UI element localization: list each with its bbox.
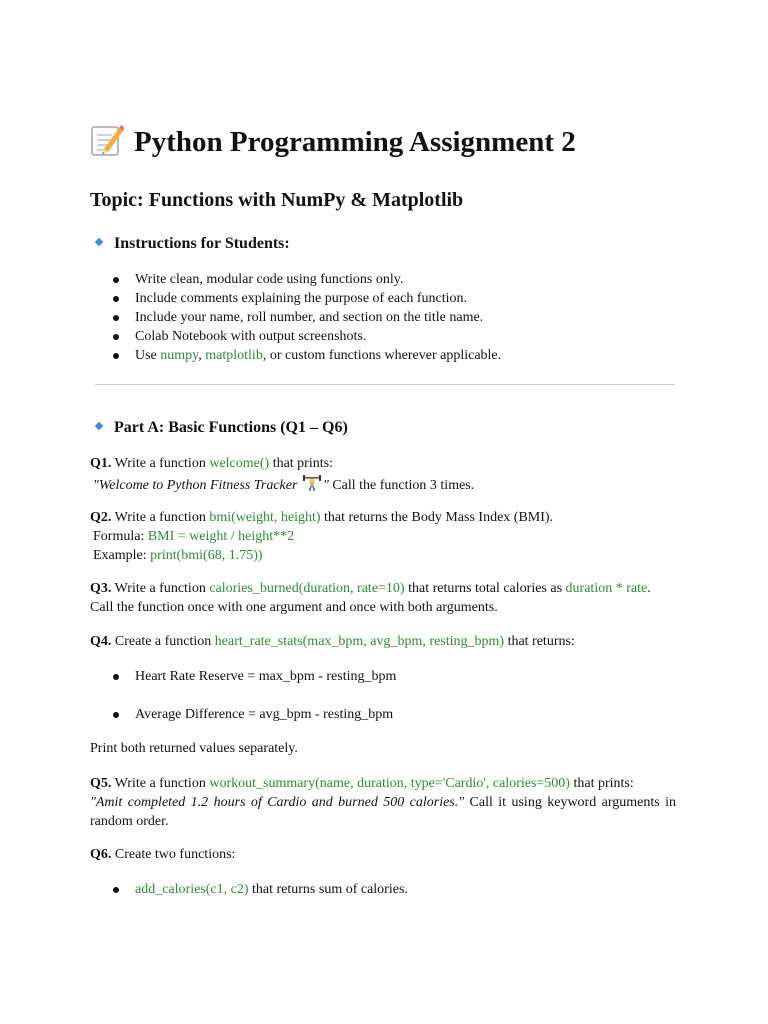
q2-formula-line: Formula: BMI = weight / height**2 [93, 529, 295, 544]
q3-formula-code: duration * rate [565, 581, 648, 596]
page-title [90, 120, 576, 164]
q4-code: heart_rate_stats(max_bpm, avg_bpm, resting_bpm) [214, 634, 505, 649]
part-a-heading: Part A: Basic Functions (Q1 – Q6) [96, 417, 348, 439]
instruction-item: Include comments explaining the purpose of each function. [135, 291, 468, 306]
instruction-item: Include your name, roll number, and section on the title name. [135, 310, 484, 325]
instructions-heading: Instructions for Students: [96, 233, 290, 255]
title-text: Python Programming Assignment 2 [134, 126, 576, 158]
q4-item: Average Difference = avg_bpm - resting_bpm [135, 707, 394, 722]
instruction-item: Write clean, modular code using functions only. [135, 272, 404, 287]
q1-code: welcome() [209, 456, 270, 471]
q2-example-line: Example: print(bmi(68, 1.75)) [93, 548, 263, 563]
q3-line-2: Call the function once with one argument and once with both arguments. [90, 600, 498, 615]
bullet-icon [113, 353, 119, 359]
numpy-code: numpy [160, 348, 199, 363]
q3-line: Q3. Write a function calories_burned(duration, rate=10) that returns total calories as duration * rate. [90, 581, 651, 596]
q1-quote-line: "Welcome to Python Fitness Tracker " Call the function 3 times. [93, 474, 474, 495]
q6-code: add_calories(c1, c2) [135, 882, 249, 897]
q2-formula-code: BMI = weight / height**2 [147, 529, 295, 544]
memo-icon [90, 123, 124, 157]
diamond-bullet-icon [95, 238, 103, 246]
q4-line: Q4. Create a function heart_rate_stats(max_bpm, avg_bpm, resting_bpm) that returns: [90, 634, 575, 649]
q3-code: calories_burned(duration, rate=10) [209, 581, 405, 596]
q1-line: Q1. Write a function welcome() that prints: [90, 456, 333, 471]
q6-line: Q6. Create two functions: [90, 847, 236, 862]
bullet-icon [113, 674, 119, 680]
q5-line: Q5. Write a function workout_summary(name, duration, type='Cardio', calories=500) that prints: [90, 776, 634, 791]
bullet-icon [113, 315, 119, 321]
instruction-item: Use numpy, matplotlib, or custom functions wherever applicable. [135, 348, 502, 363]
q4-footer: Print both returned values separately. [90, 741, 298, 756]
section-divider [95, 384, 675, 385]
matplotlib-code: matplotlib [205, 348, 263, 363]
bullet-icon [113, 334, 119, 340]
q5-paragraph: "Amit completed 1.2 hours of Cardio and burned 500 calories." Call it using keyword arguments in random order. [90, 795, 676, 829]
q2-line: Q2. Write a function bmi(weight, height) that returns the Body Mass Index (BMI). [90, 510, 554, 525]
q4-item: Heart Rate Reserve = max_bpm - resting_bpm [135, 669, 397, 684]
topic-heading: Topic: Functions with NumPy & Matplotlib [90, 189, 464, 211]
bullet-icon [113, 887, 119, 893]
bullet-icon [113, 277, 119, 283]
weightlifter-emoji-icon [303, 474, 321, 492]
q5-code: workout_summary(name, duration, type='Cardio', calories=500) [209, 776, 570, 791]
q6-item: add_calories(c1, c2) that returns sum of calories. [135, 882, 408, 897]
instruction-item: Colab Notebook with output screenshots. [135, 329, 367, 344]
bullet-icon [113, 712, 119, 718]
q2-code: bmi(weight, height) [209, 510, 321, 525]
bullet-icon [113, 296, 119, 302]
q2-example-code: print(bmi(68, 1.75)) [150, 548, 263, 563]
diamond-bullet-icon [95, 422, 103, 430]
